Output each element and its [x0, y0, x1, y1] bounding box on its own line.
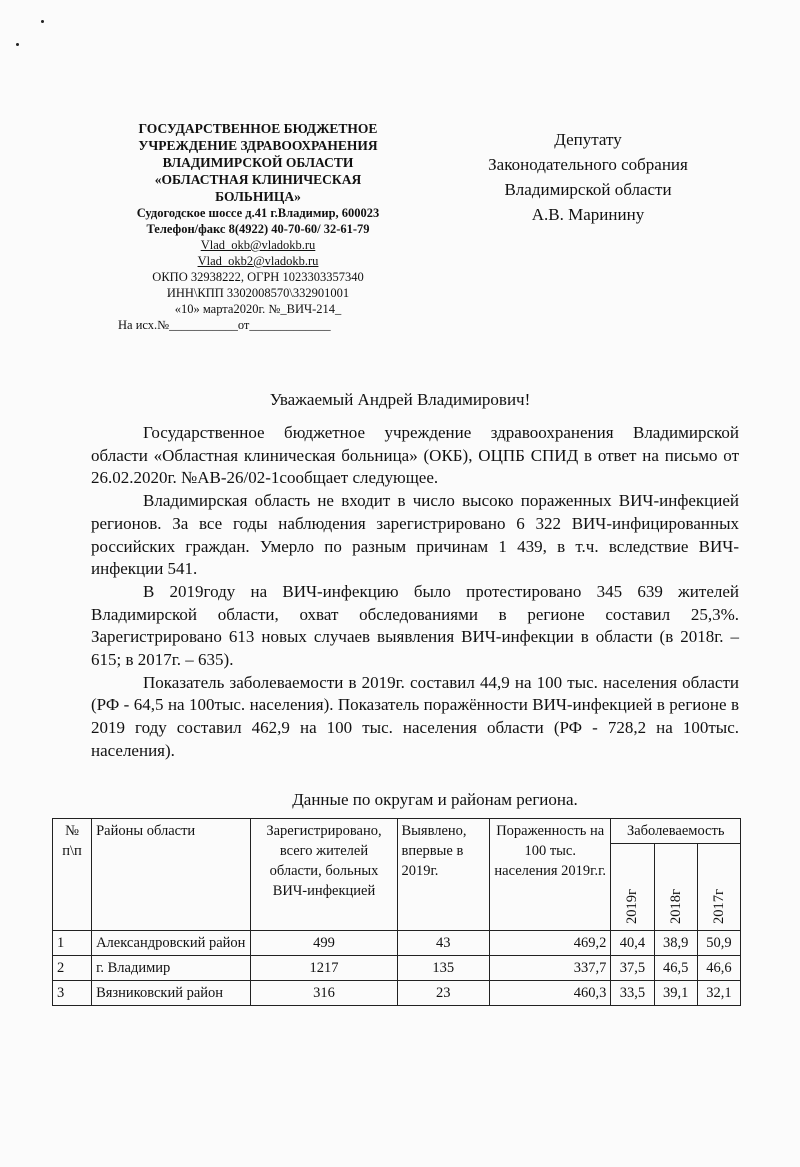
cell-incidence-2017: 32,1: [697, 981, 740, 1006]
body-paragraph: Показатель заболеваемости в 2019г. составил 44,9 на 100 тыс. населения области (РФ - 64,5 на 100тыс. населения). Показатель поражённости ВИЧ-инфекцией в регионе в 2019 году составил 462,9 на 100 тыс. населения области (РФ - 728,2 на 100тыс. населения).: [91, 672, 739, 760]
body-paragraph: Владимирская область не входит в число высоко пораженных ВИЧ-инфекцией регионов. За все годы наблюдения зарегистрировано 6 322 ВИЧ-инфицированных российских граждан. Умерло по разным причинам 1 439, в т.ч. вследствие ВИЧ-инфекции 541.: [91, 491, 739, 579]
cell-incidence-2019: 37,5: [611, 956, 654, 981]
sender-email-link[interactable]: Vlad_okb@vladokb.ru: [200, 238, 316, 252]
year-label: 2019г: [624, 889, 641, 924]
cell-prevalence: 460,3: [490, 981, 611, 1006]
col-header-registered: Зарегистрировано, всего жителей области, больных ВИЧ-инфекцией: [251, 819, 397, 931]
sender-okpo: ОКПО 32938222, ОГРН 1023303357340: [152, 270, 364, 284]
org-name-line: УЧРЕЖДЕНИЕ ЗДРАВООХРАНЕНИЯ: [138, 138, 378, 153]
year-label: 2018г: [667, 889, 684, 924]
cell-registered: 1217: [251, 956, 397, 981]
col-header-district: Районы области: [92, 819, 251, 931]
org-name-line: «ОБЛАСТНАЯ КЛИНИЧЕСКАЯ: [154, 172, 362, 187]
scan-speck: [16, 43, 19, 46]
cell-detected: 135: [397, 956, 490, 981]
body-paragraph: В 2019году на ВИЧ-инфекцию было протестировано 345 639 жителей Владимирской области, охват обследованиями в регионе составил 25,3%. Зарегистрировано 613 новых случаев выявления ВИЧ-инфекции в области (в 2018г. – 615; в 2017г. – 635).: [91, 581, 739, 670]
sender-inn: ИНН\КПП 3302008570\332901001: [166, 286, 350, 300]
sender-phone: Телефон/факс 8(4922) 40-70-60/ 32-61-79: [146, 222, 370, 236]
cell-incidence-2018: 39,1: [654, 981, 697, 1006]
year-label: 2017г: [710, 889, 727, 924]
cell-detected: 43: [397, 931, 490, 956]
col-header-num: № п\п: [53, 819, 92, 931]
cell-prevalence: 337,7: [490, 956, 611, 981]
col-header-prevalence: Пораженность на 100 тыс. населения 2019г.г.: [490, 819, 611, 931]
cell-incidence-2019: 33,5: [611, 981, 654, 1006]
scan-speck: [41, 20, 44, 23]
cell-registered: 499: [251, 931, 397, 956]
col-header-year: [611, 844, 654, 931]
cell-incidence-2017: 46,6: [697, 956, 740, 981]
cell-incidence-2018: 46,5: [654, 956, 697, 981]
col-header-year: [697, 844, 740, 931]
cell-district: Вязниковский район: [92, 981, 251, 1006]
cell-num: 3: [53, 981, 92, 1006]
table-header-row: [53, 819, 741, 844]
recipient-line: А.В. Маринину: [531, 205, 645, 224]
recipient-line: Законодательного собрания: [488, 155, 688, 174]
district-data-table: [52, 818, 741, 1006]
cell-incidence-2019: 40,4: [611, 931, 654, 956]
letter-date-number: «10» марта2020г. №_ВИЧ-214_: [174, 302, 342, 316]
cell-district: г. Владимир: [92, 956, 251, 981]
col-header-incidence: Заболеваемость: [611, 819, 741, 844]
cell-incidence-2018: 38,9: [654, 931, 697, 956]
col-header-year: [654, 844, 697, 931]
org-name-line: БОЛЬНИЦА»: [215, 189, 301, 204]
table-row: [53, 931, 741, 956]
cell-num: 2: [53, 956, 92, 981]
sender-email-link[interactable]: Vlad_okb2@vladokb.ru: [197, 254, 319, 268]
body-paragraph: Государственное бюджетное учреждение здравоохранения Владимирской области «Областная клиническая больница» (ОКБ), ОЦПБ СПИД в ответ на письмо от 26.02.2020г. №АВ-26/02-1сообщает следующее.: [91, 423, 739, 488]
table-row: [53, 956, 741, 981]
table-row: [53, 981, 741, 1006]
recipient-line: Депутату: [554, 130, 622, 149]
greeting: Уважаемый Андрей Владимирович!: [269, 390, 531, 409]
sender-address: Судогодское шоссе д.41 г.Владимир, 600023: [136, 206, 380, 220]
cell-num: 1: [53, 931, 92, 956]
cell-prevalence: 469,2: [490, 931, 611, 956]
reference-line: На исх.№___________от_____________: [118, 318, 331, 332]
table-caption: Данные по округам и районам региона.: [292, 790, 578, 809]
recipient-line: Владимирской области: [504, 180, 672, 199]
cell-registered: 316: [251, 981, 397, 1006]
org-name-line: ВЛАДИМИРСКОЙ ОБЛАСТИ: [162, 155, 354, 170]
recipient-block: [470, 127, 706, 227]
cell-detected: 23: [397, 981, 490, 1006]
cell-district: Александровский район: [92, 931, 251, 956]
sender-block: [108, 120, 408, 333]
letter-body: [91, 422, 739, 763]
col-header-detected: Выявлено, впервые в 2019г.: [397, 819, 490, 931]
cell-incidence-2017: 50,9: [697, 931, 740, 956]
org-name-line: ГОСУДАРСТВЕННОЕ БЮДЖЕТНОЕ: [138, 121, 378, 136]
